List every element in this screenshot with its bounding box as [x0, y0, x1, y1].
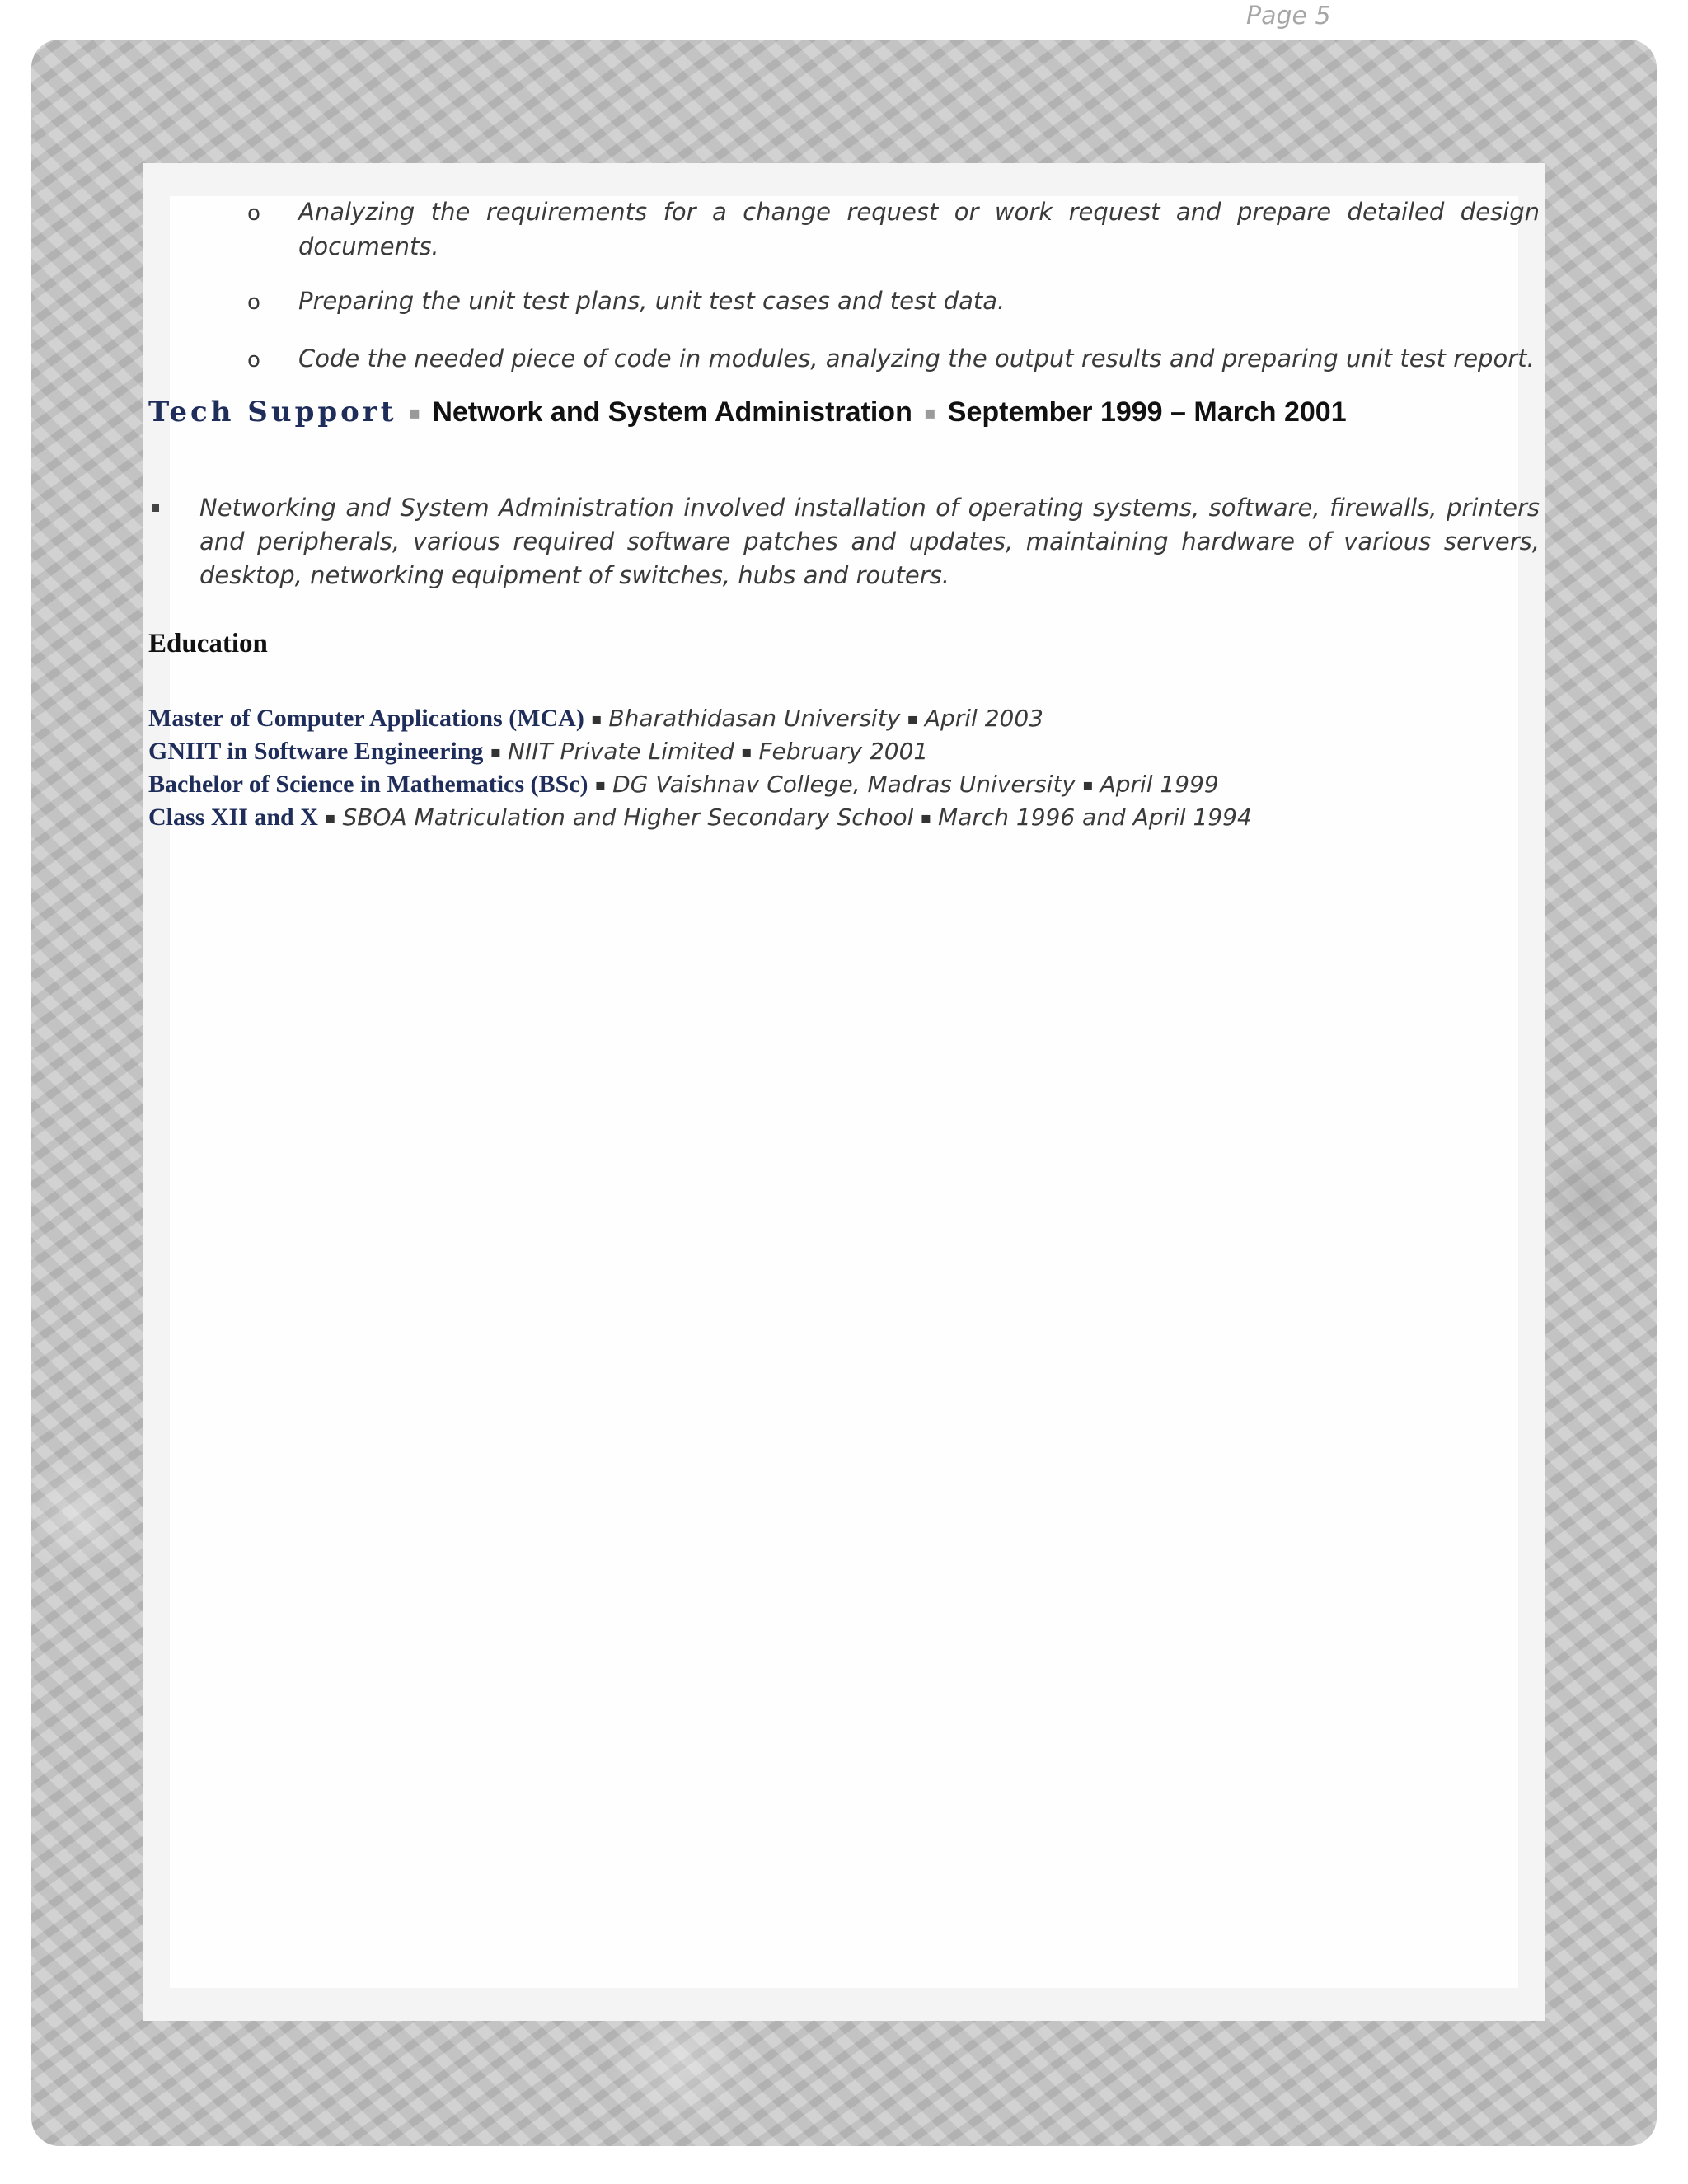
separator-icon: ▪ [324, 807, 336, 827]
education-entry [148, 702, 1540, 735]
job-period: September 1999 – March 2001 [947, 396, 1347, 428]
degree-name: Bachelor of Science in Mathematics (BSc) [148, 770, 588, 798]
education-entry [148, 768, 1540, 801]
circle-bullet-icon: o [247, 290, 260, 315]
circle-bullet-icon: o [247, 201, 260, 226]
list-item [148, 341, 1540, 376]
education-date: April 1999 [1100, 770, 1219, 798]
task-list [148, 194, 1540, 376]
separator-icon: ▪ [923, 402, 936, 424]
resume-content [148, 194, 1540, 834]
separator-icon: ▪ [590, 708, 603, 729]
education-entry [148, 735, 1540, 768]
task-text: Preparing the unit test plans, unit test cases and test data. [298, 287, 1006, 315]
job-heading [148, 394, 1540, 432]
separator-icon: ▪ [1082, 774, 1094, 794]
circle-bullet-icon: o [247, 348, 260, 373]
separator-icon: ▪ [740, 741, 753, 762]
list-item [148, 194, 1540, 264]
education-date: February 2001 [758, 737, 929, 765]
separator-icon: ▪ [408, 402, 421, 424]
list-item [148, 491, 1540, 593]
task-text: Code the needed piece of code in modules, analyzing the output results and preparing unit test report. [298, 344, 1535, 373]
education-date: April 2003 [924, 704, 1043, 732]
separator-icon: ▪ [490, 741, 501, 762]
education-list [148, 702, 1540, 834]
list-item [148, 284, 1540, 318]
education-date: March 1996 and April 1994 [938, 803, 1252, 831]
institution-name: SBOA Matriculation and Higher Secondary School [342, 803, 914, 831]
duty-text: Networking and System Administration involved installation of operating systems, software, firewalls, printers and peripherals, various required software patches and updates, maintaining hardware of various servers, desktop, networking equipment of switches, hubs and routers. [199, 493, 1540, 589]
separator-icon: ▪ [907, 708, 918, 729]
square-bullet-icon [152, 504, 159, 512]
institution-name: Bharathidasan University [608, 704, 901, 732]
separator-icon: ▪ [594, 774, 607, 794]
institution-name: DG Vaishnav College, Madras University [612, 770, 1076, 798]
job-area: Network and System Administration [432, 396, 912, 428]
job-title: Tech Support [148, 396, 397, 429]
degree-name: Master of Computer Applications (MCA) [148, 704, 584, 732]
degree-name: GNIIT in Software Engineering [148, 737, 484, 765]
task-text: Analyzing the requirements for a change request or work request and prepare detailed design documents. [298, 198, 1540, 260]
education-heading: Education [148, 628, 268, 658]
separator-icon: ▪ [920, 807, 932, 827]
institution-name: NIIT Private Limited [508, 737, 734, 765]
page-number: Page 5 [1246, 2, 1331, 30]
education-entry [148, 801, 1540, 834]
degree-name: Class XII and X [148, 803, 318, 831]
